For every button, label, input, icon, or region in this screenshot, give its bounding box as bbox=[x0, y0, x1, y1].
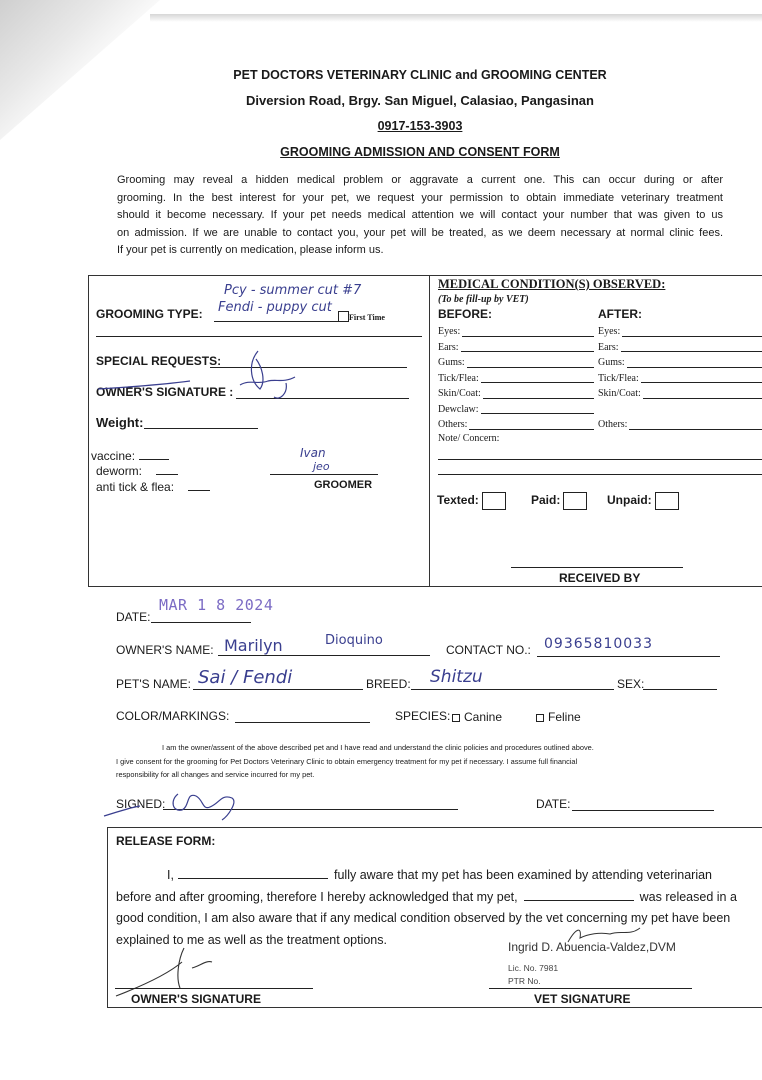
release-line-4: explained to me as well as the treatment options. bbox=[116, 932, 387, 947]
consent-paragraph bbox=[116, 741, 722, 782]
grooming-type-label: GROOMING TYPE: bbox=[96, 307, 203, 321]
grooming-type-line bbox=[214, 321, 338, 322]
after-label: AFTER: bbox=[598, 307, 642, 321]
after-rows bbox=[598, 324, 762, 433]
before-row-label: Gums: bbox=[438, 357, 465, 368]
unpaid-label: Unpaid: bbox=[607, 493, 652, 508]
note-line-1 bbox=[438, 459, 762, 460]
note-concern-label: Note/ Concern: bbox=[438, 433, 500, 444]
groomer-line bbox=[270, 474, 378, 475]
contact-label: CONTACT NO.: bbox=[446, 643, 531, 657]
box-divider bbox=[429, 275, 430, 587]
date-label: DATE: bbox=[116, 610, 151, 624]
unpaid-checkbox[interactable] bbox=[655, 492, 679, 510]
release-line-1a: I, bbox=[167, 868, 174, 882]
after-row-label: Others: bbox=[598, 419, 628, 430]
before-row-label: Eyes: bbox=[438, 326, 461, 337]
texted-checkbox[interactable] bbox=[482, 492, 506, 510]
canine-label: Canine bbox=[464, 710, 503, 724]
before-row-label: Ears: bbox=[438, 341, 459, 353]
pet-name-line bbox=[193, 689, 363, 690]
intro-paragraph bbox=[117, 172, 723, 260]
groomer-label: GROOMER bbox=[314, 479, 373, 491]
first-time-label: First Time bbox=[349, 313, 385, 322]
owner-name-handwriting-1: Marilyn bbox=[224, 636, 283, 655]
breed-line bbox=[411, 689, 614, 690]
page-top-edge bbox=[150, 14, 762, 22]
deworm-label: deworm: bbox=[96, 464, 143, 478]
vet-name: Ingrid D. Abuencia-Valdez,DVM bbox=[508, 940, 676, 954]
species-label: SPECIES: bbox=[395, 709, 451, 723]
breed-label: BREED: bbox=[366, 677, 411, 691]
intro-line-1: Grooming may reveal a hidden medical problem or aggravate a current one. This can occur during or after bbox=[117, 174, 723, 186]
feline-option[interactable] bbox=[536, 710, 581, 724]
vet-license: Lic. No. 7981 bbox=[508, 963, 559, 973]
signed-label: SIGNED: bbox=[116, 797, 166, 811]
canine-checkbox[interactable] bbox=[452, 714, 460, 722]
received-by-line bbox=[511, 567, 683, 568]
after-row-label: Gums: bbox=[598, 357, 625, 368]
clinic-name: PET DOCTORS VETERINARY CLINIC and GROOMING CENTER bbox=[233, 68, 607, 82]
vaccine-line bbox=[139, 459, 169, 460]
texted-label: Texted: bbox=[437, 493, 479, 508]
antitick-label: anti tick & flea: bbox=[96, 480, 175, 494]
release-line-3: good condition, I am also aware that if any medical condition observed by the vet concerning my pet have been bbox=[116, 911, 731, 925]
first-time-checkbox[interactable] bbox=[338, 311, 349, 322]
vet-signature-line bbox=[489, 988, 692, 989]
sex-label: SEX: bbox=[617, 677, 645, 691]
pet-name-label: PET'S NAME: bbox=[116, 677, 191, 691]
medical-title: MEDICAL CONDITION(S) OBSERVED: bbox=[438, 277, 666, 291]
texted-field bbox=[437, 492, 506, 510]
note-line-2 bbox=[438, 474, 762, 475]
before-rows bbox=[438, 324, 598, 433]
clinic-phone: 0917-153-3903 bbox=[377, 119, 463, 133]
release-line-2b: was released in a bbox=[639, 889, 737, 904]
after-row-label: Eyes: bbox=[598, 326, 621, 337]
received-by-label: RECEIVED BY bbox=[559, 571, 641, 585]
before-row-label: Dewclaw: bbox=[438, 403, 479, 415]
vet-ptr: PTR No. bbox=[508, 976, 541, 986]
owner-name-line bbox=[218, 655, 430, 656]
contact-line bbox=[537, 656, 720, 657]
date-stamp: MAR 1 8 2024 bbox=[159, 596, 274, 614]
feline-label: Feline bbox=[548, 710, 581, 724]
after-row-label: Tick/Flea: bbox=[598, 372, 639, 384]
groomer-handwriting-1: Ivan bbox=[300, 446, 326, 460]
consent-line-3: responsibility for all changes and service incurred for my pet. bbox=[116, 770, 315, 779]
owner-signature-scribble bbox=[90, 345, 310, 405]
canine-option[interactable] bbox=[452, 710, 502, 724]
medical-subtitle: (To be fill-up by VET) bbox=[438, 294, 529, 305]
owner-name-handwriting-2: Dioquino bbox=[325, 633, 383, 648]
clinic-address: Diversion Road, Brgy. San Miguel, Calasiao, Pangasinan bbox=[246, 93, 594, 108]
weight-label: Weight: bbox=[96, 415, 144, 430]
release-line-1b: fully aware that my pet has been examined by attending veterinarian bbox=[334, 868, 713, 882]
owner-release-signature-line bbox=[115, 988, 313, 989]
grooming-type-line-2 bbox=[96, 336, 422, 337]
form-title: GROOMING ADMISSION AND CONSENT FORM bbox=[280, 145, 560, 159]
contact-handwriting: 09365810033 bbox=[544, 636, 653, 652]
before-row-label: Tick/Flea: bbox=[438, 372, 479, 384]
sex-line bbox=[643, 689, 717, 690]
unpaid-field bbox=[607, 492, 679, 510]
vet-signature-label: VET SIGNATURE bbox=[534, 992, 631, 1006]
special-requests-label: SPECIAL REQUESTS: bbox=[96, 354, 222, 368]
grooming-type-handwriting: Fendi - puppy cut bbox=[218, 300, 332, 315]
before-row-label: Skin/Coat: bbox=[438, 388, 481, 399]
owner-release-signature-label: OWNER'S SIGNATURE bbox=[131, 992, 261, 1006]
intro-line-5: If your pet is currently on medication, please inform us. bbox=[117, 244, 384, 257]
color-markings-line bbox=[235, 722, 370, 723]
color-markings-label: COLOR/MARKINGS: bbox=[116, 709, 230, 723]
intro-line-3: should it become necessary. If your pet needs medical attention we will contact your number that was given to us bbox=[117, 209, 723, 222]
weight-line bbox=[144, 428, 258, 429]
date2-label: DATE: bbox=[536, 797, 571, 811]
groomer-handwriting-2: jeo bbox=[313, 460, 330, 473]
breed-handwriting: Shitzu bbox=[430, 667, 483, 687]
vaccine-label: vaccine: bbox=[91, 449, 136, 463]
intro-line-2: grooming. In the best interest for your pet, we request your permission to obtain immediate veterinary treatment bbox=[117, 191, 723, 204]
feline-checkbox[interactable] bbox=[536, 714, 544, 722]
intro-line-4: on admission. If we are unable to contact you, your pet will be treated, as we deem necessary at normal clinic fees. bbox=[117, 226, 723, 239]
release-line-2a: before and after grooming, therefore I hereby acknowledged that my pet, bbox=[116, 889, 518, 904]
before-label: BEFORE: bbox=[438, 307, 492, 321]
pet-name-handwriting: Sai / Fendi bbox=[198, 667, 293, 688]
after-row-label: Ears: bbox=[598, 341, 619, 353]
before-row-label: Others: bbox=[438, 419, 468, 430]
antitick-line bbox=[188, 490, 210, 491]
signed-scribble bbox=[100, 782, 260, 826]
paid-label: Paid: bbox=[531, 493, 561, 508]
grooming-type-handwriting-top: Pcy - summer cut #7 bbox=[224, 283, 362, 298]
release-title: RELEASE FORM: bbox=[116, 834, 216, 848]
consent-line-1: I am the owner/assent of the above described pet and I have read and understand the clinic policies and procedures outlined above. bbox=[162, 743, 594, 752]
after-row-label: Skin/Coat: bbox=[598, 388, 641, 399]
owner-signature-label: OWNER'S SIGNATURE : bbox=[96, 385, 234, 399]
date-line bbox=[151, 622, 251, 623]
deworm-line bbox=[156, 474, 178, 475]
paid-checkbox[interactable] bbox=[563, 492, 587, 510]
paid-field bbox=[531, 492, 587, 510]
owner-name-label: OWNER'S NAME: bbox=[116, 643, 214, 657]
date2-line bbox=[572, 810, 714, 811]
consent-line-2: I give consent for the grooming for Pet Doctors Veterinary Clinic to obtain emergency treatment for my pet if necessary. I assume full financial bbox=[116, 756, 578, 766]
